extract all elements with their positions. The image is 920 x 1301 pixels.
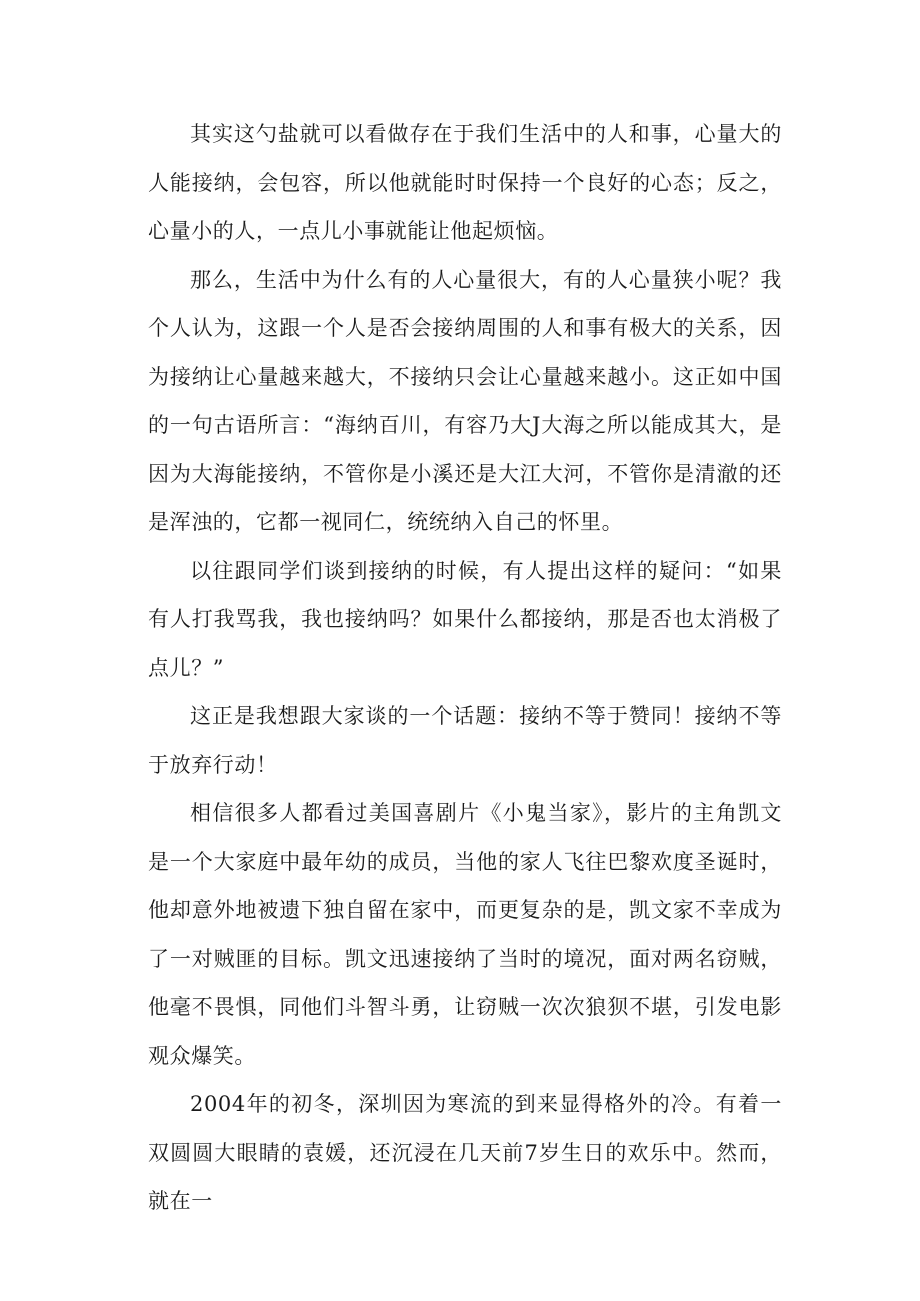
paragraph-salt-metaphor: 其实这勺盐就可以看做存在于我们生活中的人和事，心量大的人能接纳，会包容，所以他就能时时保持一个良好的心态；反之，心量小的人，一点儿小事就能让他起烦恼。 <box>148 122 782 243</box>
paragraph-topic-statement: 这正是我想跟大家谈的一个话题：接纳不等于赞同！接纳不等于放弃行动！ <box>148 704 782 777</box>
paragraph-home-alone: 相信很多人都看过美国喜剧片《小鬼当家》，影片的主角凯文是一个大家庭中最年幼的成员，当他的家人飞往巴黎欢度圣诞时，他却意外地被遗下独自留在家中，而更复杂的是，凯文家不幸成为了一对贼匪的目标。凯文迅速接纳了当时的境况，面对两名窃贼，他毫不畏惧，同他们斗智斗勇，让窃贼一次次狼狈不堪，引发电影观众爆笑。 <box>148 801 782 1068</box>
paragraph-shenzhen-2004: 2004年的初冬，深圳因为寒流的到来显得格外的冷。有着一双圆圆大眼睛的袁媛，还沉浸在几天前7岁生日的欢乐中。然而，就在一 <box>148 1092 782 1213</box>
paragraph-accepting-mind: 那么，生活中为什么有的人心量很大，有的人心量狭小呢？我个人认为，这跟一个人是否会接纳周围的人和事有极大的关系，因为接纳让心量越来越大，不接纳只会让心量越来越小。这正如中国的一句古语所言：“海纳百川，有容乃大J大海之所以能成其大，是因为大海能接纳，不管你是小溪还是大江大河，不管你是清澈的还是浑浊的，它都一视同仁，统统纳入自己的怀里。 <box>148 267 782 534</box>
document-body <box>148 110 782 1226</box>
paragraph-student-question: 以往跟同学们谈到接纳的时候，有人提出这样的疑问：“如果有人打我骂我，我也接纳吗？如果什么都接纳，那是否也太消极了点儿？” <box>148 558 782 680</box>
